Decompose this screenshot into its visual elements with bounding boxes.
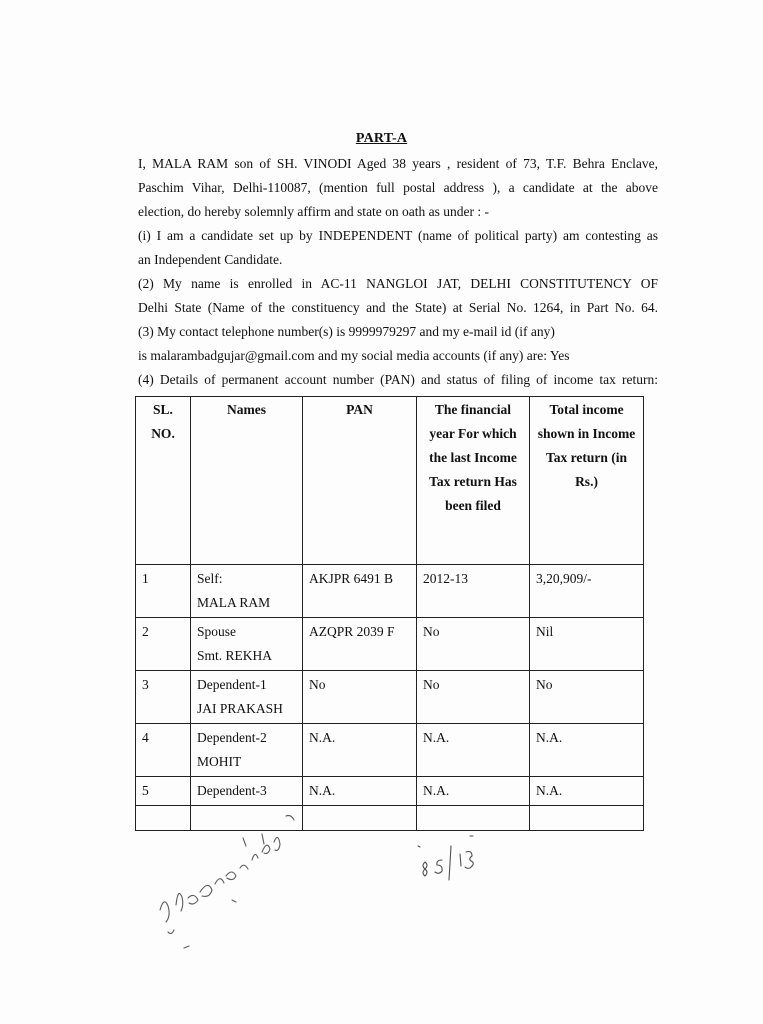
cell-sl: 1 bbox=[136, 565, 191, 618]
paragraph-line-8: (3) My contact telephone number(s) is 9999979297 and my e-mail id (if any) bbox=[138, 324, 555, 339]
cell-sl: 4 bbox=[136, 724, 191, 777]
paragraph-line-9: is malarambadgujar@gmail.com and my social media accounts (if any) are: Yes bbox=[138, 348, 570, 363]
cell-name-person: Smt. REKHA bbox=[197, 648, 273, 663]
paragraph-line-2: Paschim Vihar, Delhi-110087, (mention full postal address ), a candidate at the above bbox=[138, 180, 658, 195]
cell-pan: N.A. bbox=[303, 777, 417, 806]
cell-name-relation: Dependent-3 bbox=[197, 783, 267, 798]
cell-year: N.A. bbox=[417, 724, 530, 777]
header-fy-line-5: Income Tax bbox=[429, 450, 517, 489]
cell-year: No bbox=[417, 671, 530, 724]
cell-name-person: MALA RAM bbox=[197, 595, 271, 610]
cell-pan: N.A. bbox=[303, 724, 417, 777]
header-fy-line-3: For which the bbox=[429, 426, 517, 465]
header-ti-line-1: Total income bbox=[549, 402, 624, 417]
paragraph-line-6: (2) My name is enrolled in AC-11 NANGLOI JAT, DELHI CONSTITUTENCY OF bbox=[138, 276, 658, 291]
cell-income: No bbox=[530, 671, 644, 724]
header-ti-line-2: shown in bbox=[537, 426, 590, 441]
header-fy-line-6: return bbox=[453, 474, 491, 489]
cell-name-relation: Self: bbox=[197, 571, 223, 586]
cell-name-relation: Dependent-1 bbox=[197, 677, 267, 692]
header-fy-line-7: Has been filed bbox=[445, 474, 517, 513]
cell-year: No bbox=[417, 618, 530, 671]
cell-income: N.A. bbox=[530, 724, 644, 777]
cell-year: N.A. bbox=[417, 777, 530, 806]
paragraph-line-7: Delhi State (Name of the constituency and the State) at Serial No. 1264, in Part No. 64. bbox=[138, 300, 658, 315]
header-fy-line-1: The financial bbox=[434, 402, 512, 417]
cell-year: 2012-13 bbox=[417, 565, 530, 618]
header-sl-line-1: SL. bbox=[153, 402, 173, 417]
cell-pan: No bbox=[303, 671, 417, 724]
cell-sl: 2 bbox=[136, 618, 191, 671]
paragraph-line-4: (i) I am a candidate set up by INDEPENDENT (name of political party) am contesting as bbox=[138, 228, 658, 243]
part-heading: PART-A bbox=[355, 131, 408, 146]
cell-income: N.A. bbox=[530, 777, 644, 806]
paragraph-line-3: election, do hereby solemnly affirm and state on oath as under : - bbox=[138, 204, 490, 219]
cell-income: 3,20,909/- bbox=[530, 565, 644, 618]
header-sl-line-2: NO. bbox=[151, 426, 175, 441]
header-fy-line-2: year bbox=[429, 426, 455, 441]
cell-name-person: JAI PRAKASH bbox=[197, 701, 283, 716]
cell-sl: 3 bbox=[136, 671, 191, 724]
header-names: Names bbox=[191, 397, 303, 565]
header-ti-line-4: return (in Rs.) bbox=[570, 450, 627, 489]
cell-income: Nil bbox=[530, 618, 644, 671]
header-fy-line-4: last bbox=[450, 450, 471, 465]
cell-name-person: MOHIT bbox=[197, 754, 242, 769]
cell-pan: AZQPR 2039 F bbox=[303, 618, 417, 671]
paragraph-line-5: an Independent Candidate. bbox=[138, 252, 283, 267]
header-ti-line-3: Income Tax bbox=[545, 426, 636, 465]
cell-name-relation: Spouse bbox=[197, 624, 237, 639]
header-pan: PAN bbox=[303, 397, 417, 565]
cell-pan: AKJPR 6491 B bbox=[303, 565, 417, 618]
page-mark bbox=[418, 836, 473, 880]
paragraph-line-10: (4) Details of permanent account number (PAN) and status of filing of income tax return: bbox=[138, 372, 658, 387]
cell-name-relation: Dependent-2 bbox=[197, 730, 267, 745]
cell-sl: 5 bbox=[136, 777, 191, 806]
handwritten-signature bbox=[160, 816, 294, 949]
paragraph-line-1: I, MALA RAM son of SH. VINODI Aged 38 years , resident of 73, T.F. Behra Enclave, bbox=[138, 156, 658, 171]
